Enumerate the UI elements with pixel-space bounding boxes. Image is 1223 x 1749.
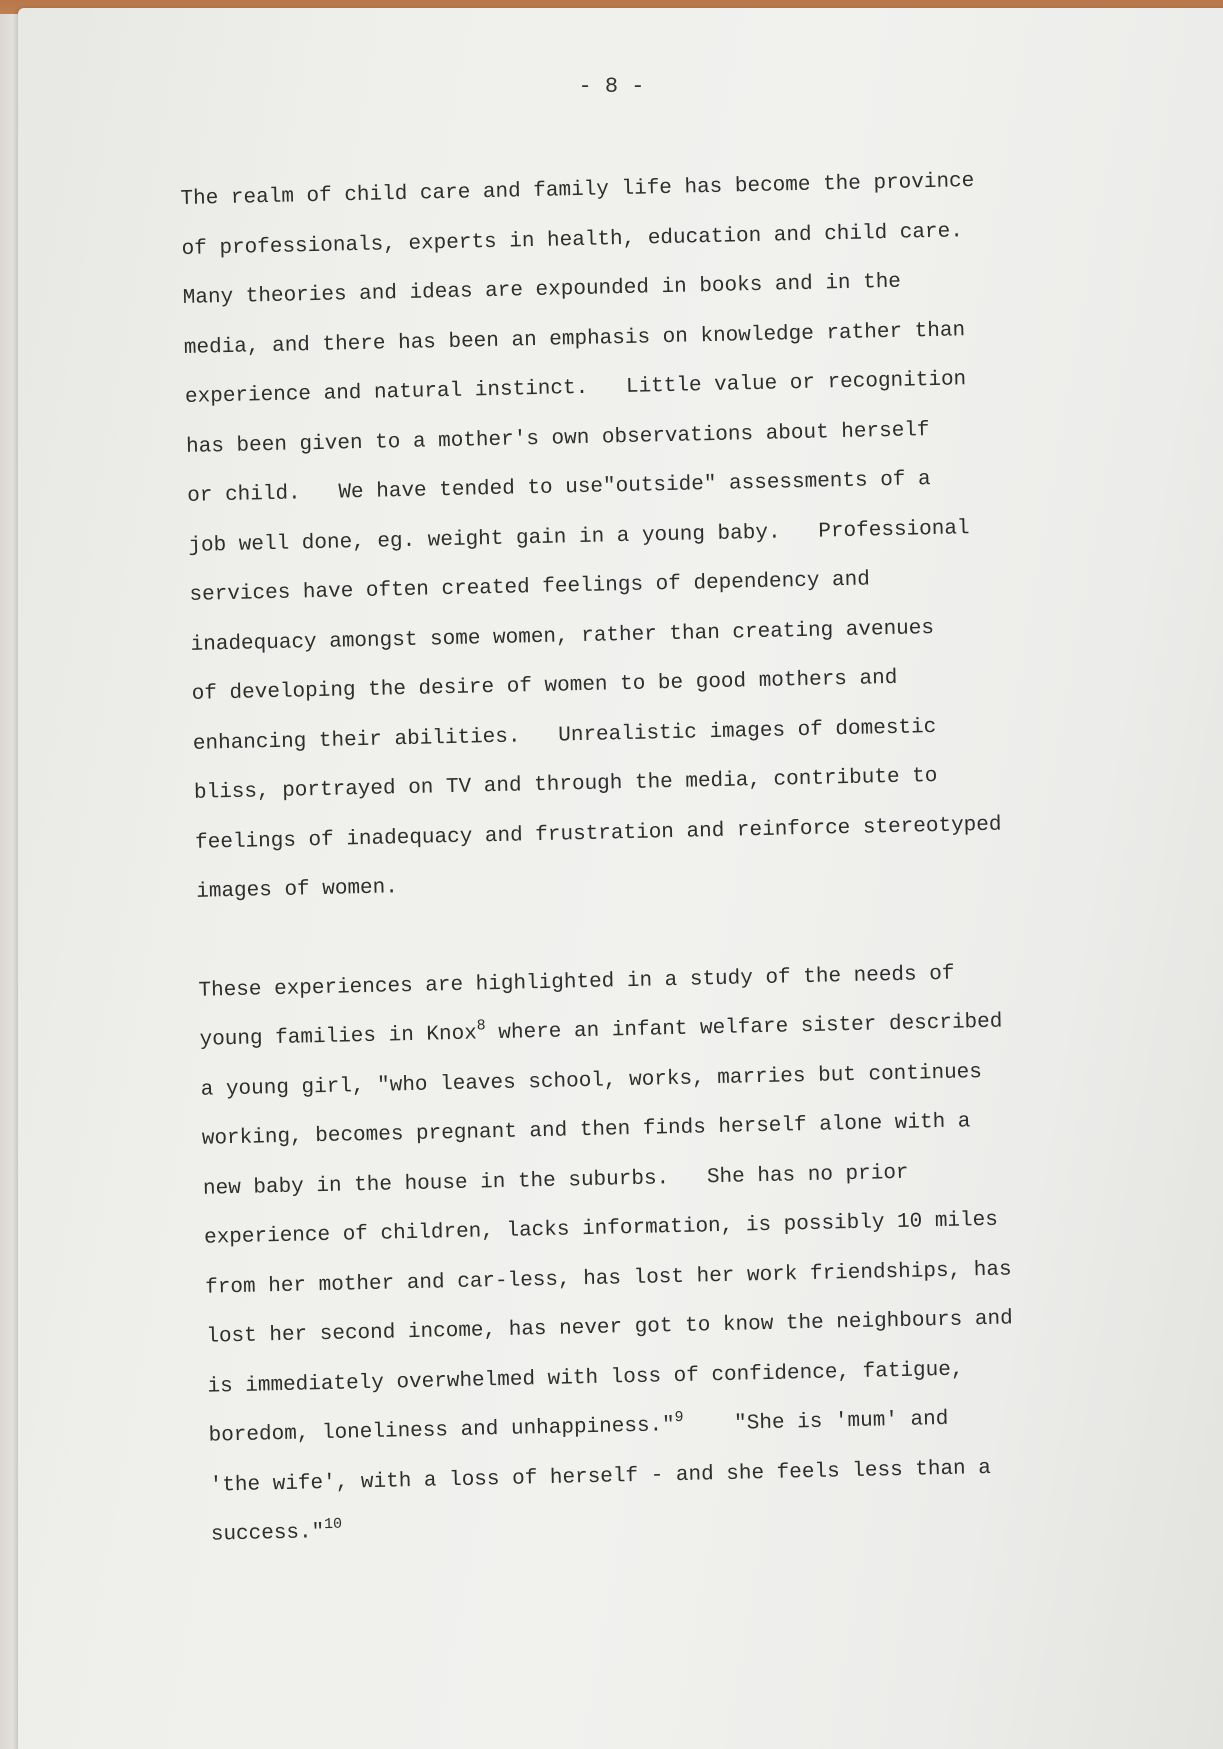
text-line: services have often created feelings of dependency and xyxy=(189,568,871,607)
paragraph-2 xyxy=(198,943,1221,1560)
text-line: experience of children, lacks information, is possibly 10 miles xyxy=(203,1208,999,1250)
text-line: working, becomes pregnant and then finds herself alone with a xyxy=(201,1110,971,1151)
text-line: a young girl, "who leaves school, works, marries but continues xyxy=(200,1060,983,1102)
text-line: The realm of child care and family life has become the province xyxy=(180,169,975,211)
text-line: job well done, eg. weight gain in a young baby. Professional xyxy=(188,516,970,558)
text-segment: "She is 'mum' and xyxy=(683,1407,949,1437)
document-body xyxy=(180,152,1221,1560)
text-line: new baby in the house in the suburbs. She has no prior xyxy=(202,1161,909,1201)
text-line: enhancing their abilities. Unrealistic images of domestic xyxy=(192,715,937,756)
text-segment: boredom, loneliness and unhappiness." xyxy=(208,1414,676,1448)
text-line: lost her second income, has never got to know the neighbours and xyxy=(206,1307,1013,1349)
text-line: feelings of inadequacy and frustration and reinforce stereotyped xyxy=(194,813,1002,855)
text-line: Many theories and ideas are expounded in books and in the xyxy=(182,270,902,310)
text-line: media, and there has been an emphasis on knowledge rather than xyxy=(183,318,966,360)
footnote-ref-8: 8 xyxy=(476,1017,486,1035)
text-line: bliss, portrayed on TV and through the media, contribute to xyxy=(193,764,938,805)
text-line: of professionals, experts in health, education and child care. xyxy=(181,219,964,261)
text-line: images of women. xyxy=(196,876,399,904)
text-segment: success." xyxy=(210,1521,325,1547)
text-line: inadequacy amongst some women, rather than creating avenues xyxy=(190,616,935,657)
footnote-ref-10: 10 xyxy=(323,1515,343,1534)
text-line: experience and natural instinct. Little value or recognition xyxy=(184,368,967,409)
paragraph-1 xyxy=(180,152,1207,917)
text-line: of developing the desire of women to be good mothers and xyxy=(191,666,898,706)
text-line: These experiences are highlighted in a study of the needs of xyxy=(198,962,955,1003)
text-line: or child. We have tended to use"outside" assessments of a xyxy=(187,468,931,508)
text-segment: where an infant welfare sister described xyxy=(485,1010,1003,1046)
text-line: from her mother and car-less, has lost her work friendships, has xyxy=(204,1257,1012,1300)
text-line: has been given to a mother's own observations about herself xyxy=(185,418,930,459)
text-line: 'the wife', with a loss of herself - and she feels less than a xyxy=(209,1456,992,1498)
page-number: - 8 - xyxy=(578,74,645,99)
text-line: is immediately overwhelmed with loss of confidence, fatigue, xyxy=(207,1358,964,1399)
text-segment: young families in Knox xyxy=(199,1022,478,1052)
footnote-ref-9: 9 xyxy=(674,1408,684,1427)
